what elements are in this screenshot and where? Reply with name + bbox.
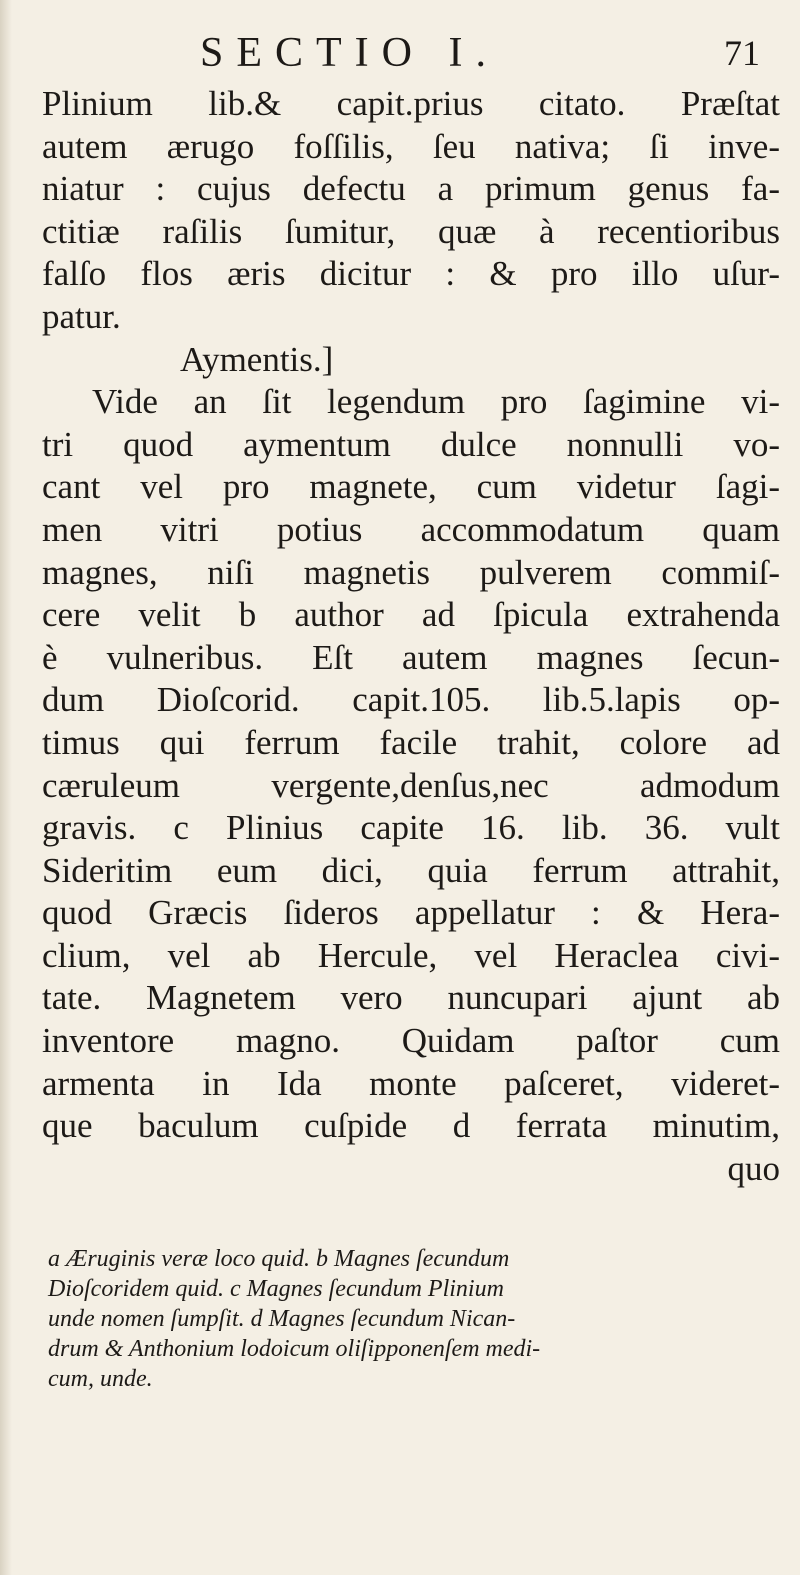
text-line: men vitri potius accommodatum quam <box>42 509 780 549</box>
page-number: 71 <box>724 33 760 73</box>
footnote-line: Dioſcoridem quid. c Magnes ſecundum Plinium <box>48 1276 504 1302</box>
text-line: niatur : cujus defectu a primum genus fa- <box>42 169 780 209</box>
text-line: Sideritim eum dici, quia ferrum attrahit, <box>42 850 780 890</box>
text-line: clium, vel ab Hercule, vel Heraclea civi- <box>42 935 780 975</box>
text-line: magnes, niſi magnetis pulverem commiſ- <box>42 552 780 592</box>
running-head <box>200 28 760 78</box>
text-line: autem ærugo foſſilis, ſeu nativa; ſi inve- <box>42 126 780 166</box>
catchword: quo <box>727 1148 780 1188</box>
text-line: falſo flos æris dicitur : & pro illo uſur- <box>42 254 780 294</box>
text-line: Vide an ſit legendum pro ſagimine vi- <box>92 382 780 422</box>
text-line: que baculum cuſpide d ferrata minutim, <box>42 1106 780 1146</box>
text-line: è vulneribus. Eſt autem magnes ſecun- <box>42 637 780 677</box>
footnote-line: drum & Anthonium lodoicum oliſipponenſem medi- <box>48 1336 541 1362</box>
text-line: armenta in Ida monte paſceret, videret- <box>42 1063 780 1103</box>
footnote-line: unde nomen ſumpſit. d Magnes ſecundum Nican- <box>48 1306 516 1332</box>
footnotes <box>48 1244 768 1394</box>
main-text <box>42 83 780 1190</box>
footnote-line: cum, unde. <box>48 1366 153 1392</box>
text-line: cæruleum vergente,denſus,nec admodum <box>42 765 780 805</box>
text-line: ctitiæ raſilis ſumitur, quæ à recentioribus <box>42 211 780 251</box>
text-line: inventore magno. Quidam paſtor cum <box>42 1021 780 1061</box>
text-line: timus qui ferrum facile trahit, colore ad <box>42 722 780 762</box>
text-line: Plinium lib.& capit.prius citato. Præſtat <box>42 84 780 123</box>
lemma-heading: Aymentis.] <box>180 339 334 379</box>
footnote-line: a Æruginis veræ loco quid. b Magnes ſecundum <box>48 1246 510 1272</box>
text-line: cere velit b author ad ſpicula extrahenda <box>42 595 780 635</box>
text-line: quod Græcis ſideros appellatur : & Hera- <box>42 893 780 933</box>
text-line: gravis. c Plinius capite 16. lib. 36. vult <box>42 808 780 848</box>
text-line: patur. <box>42 296 121 336</box>
text-line: tate. Magnetem vero nuncupari ajunt ab <box>42 978 780 1018</box>
text-line: tri quod aymentum dulce nonnulli vo- <box>42 424 780 464</box>
text-line: dum Dioſcorid. capit.105. lib.5.lapis op- <box>42 680 780 720</box>
text-line: cant vel pro magnete, cum videtur ſagi- <box>42 467 780 507</box>
section-title: SECTIO I. <box>200 30 499 76</box>
binding-shadow <box>0 0 12 1575</box>
